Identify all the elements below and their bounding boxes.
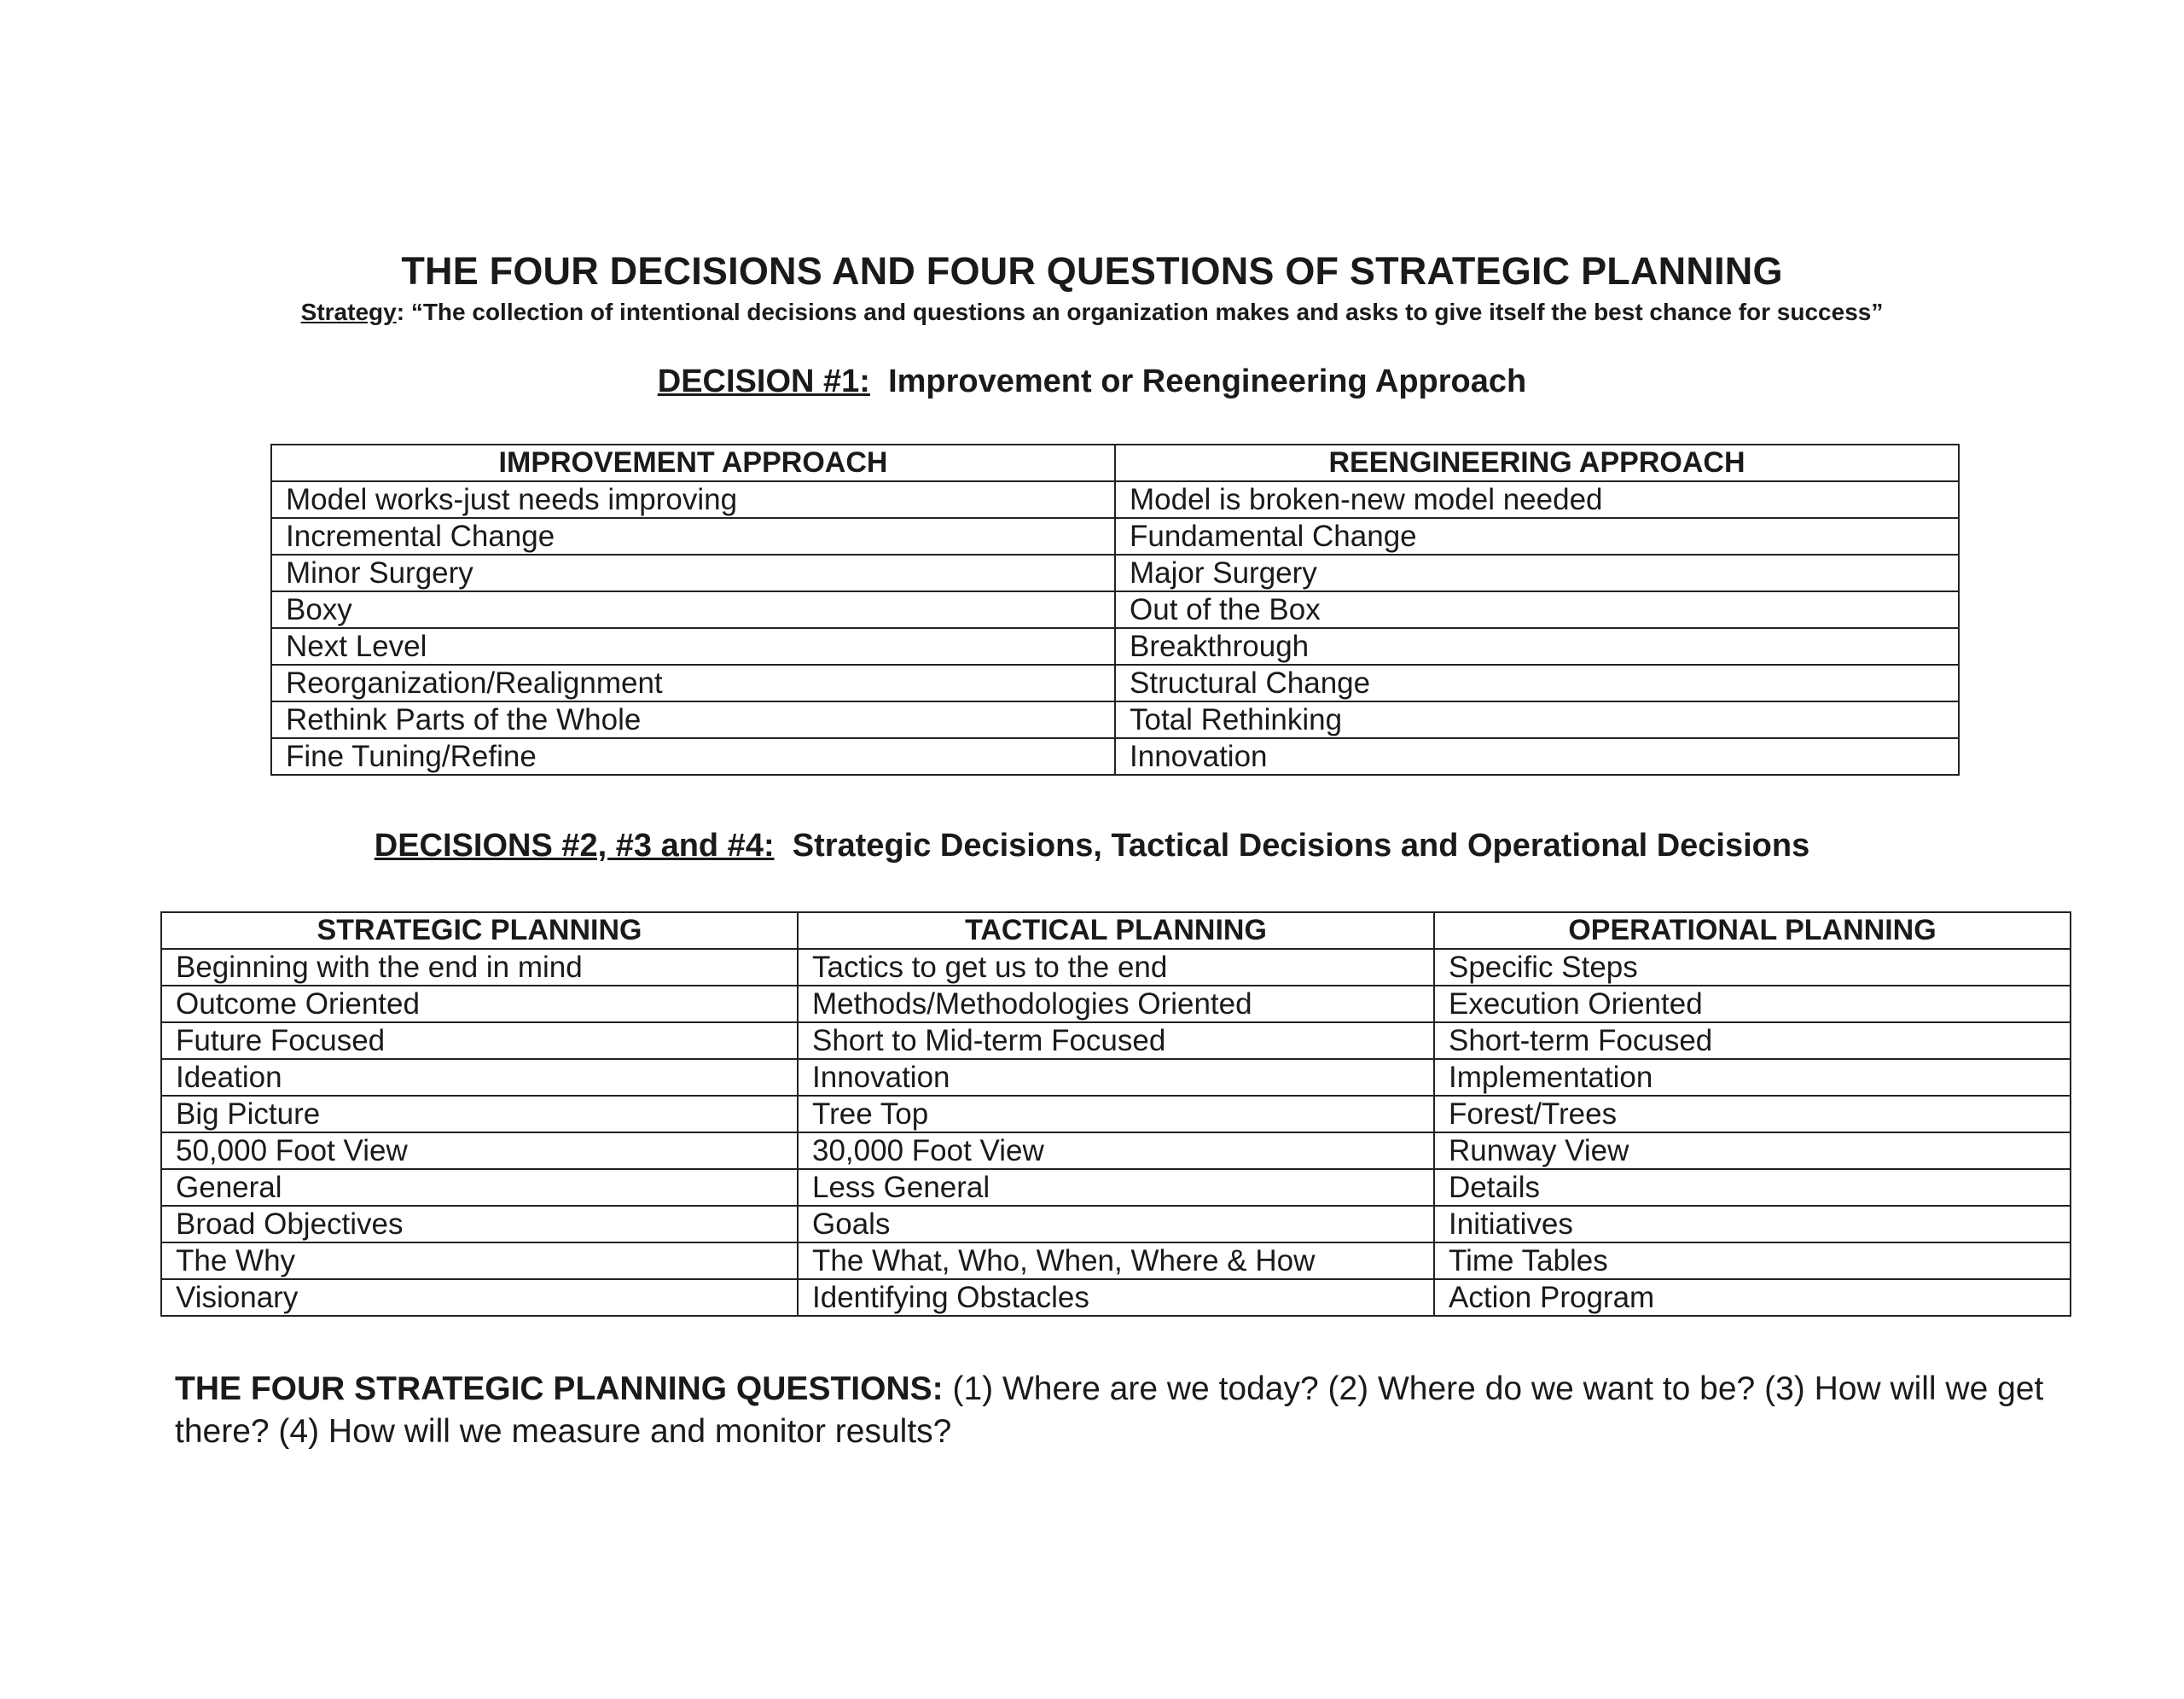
table-header-cell: IMPROVEMENT APPROACH — [271, 445, 1115, 481]
table-cell: Identifying Obstacles — [798, 1279, 1434, 1316]
decisions234-label: DECISIONS #2, #3 and #4: — [374, 828, 775, 864]
table-cell: Short-term Focused — [1434, 1022, 2071, 1059]
table-cell: Fine Tuning/Refine — [271, 738, 1115, 775]
table-cell: Fundamental Change — [1115, 518, 1959, 555]
decision1-text: Improvement or Reengineering Approach — [888, 364, 1527, 399]
table-row — [271, 628, 1959, 665]
table-cell: Future Focused — [161, 1022, 798, 1059]
table-row — [161, 1096, 2071, 1132]
planning-table — [160, 911, 2071, 1317]
table-row — [161, 949, 2071, 986]
table-header-cell: OPERATIONAL PLANNING — [1434, 912, 2071, 949]
table-header-cell: STRATEGIC PLANNING — [161, 912, 798, 949]
table-row — [161, 1279, 2071, 1316]
table-cell: Minor Surgery — [271, 555, 1115, 591]
decision1-label: DECISION #1: — [657, 364, 870, 399]
table-cell: Next Level — [271, 628, 1115, 665]
table-cell: Goals — [798, 1206, 1434, 1242]
table-cell: Model is broken-new model needed — [1115, 481, 1959, 518]
strategic-questions — [175, 1368, 2052, 1453]
table-cell: General — [161, 1169, 798, 1206]
approach-table — [270, 444, 1960, 776]
table-cell: Incremental Change — [271, 518, 1115, 555]
table-cell: Time Tables — [1434, 1242, 2071, 1279]
table-cell: Tree Top — [798, 1096, 1434, 1132]
table-cell: Visionary — [161, 1279, 798, 1316]
table-row — [271, 555, 1959, 591]
table-row — [161, 1206, 2071, 1242]
table-cell: Big Picture — [161, 1096, 798, 1132]
table-header-cell: TACTICAL PLANNING — [798, 912, 1434, 949]
table-header-row — [271, 445, 1959, 481]
table-cell: The What, Who, When, Where & How — [798, 1242, 1434, 1279]
table-cell: Specific Steps — [1434, 949, 2071, 986]
table-cell: Tactics to get us to the end — [798, 949, 1434, 986]
table-cell: Runway View — [1434, 1132, 2071, 1169]
table-cell: Ideation — [161, 1059, 798, 1096]
table-cell: Innovation — [798, 1059, 1434, 1096]
table-cell: Forest/Trees — [1434, 1096, 2071, 1132]
table-cell: Less General — [798, 1169, 1434, 1206]
strategy-definition — [0, 299, 2184, 326]
table-cell: Broad Objectives — [161, 1206, 798, 1242]
table-cell: Action Program — [1434, 1279, 2071, 1316]
table-row — [161, 1022, 2071, 1059]
table-cell: Outcome Oriented — [161, 986, 798, 1022]
questions-text: (1) Where are we today? (2) Where do we want to be? (3) How will we get there? (4) How will we measure and monitor results? — [175, 1370, 2044, 1450]
table-cell: Reorganization/Realignment — [271, 665, 1115, 701]
table-header-row — [161, 912, 2071, 949]
table-row — [161, 1059, 2071, 1096]
table-row — [161, 1169, 2071, 1206]
table-cell: Major Surgery — [1115, 555, 1959, 591]
table-row — [161, 1132, 2071, 1169]
table-cell: Short to Mid-term Focused — [798, 1022, 1434, 1059]
strategy-separator: : — [396, 299, 411, 325]
table-cell: Boxy — [271, 591, 1115, 628]
page-title: THE FOUR DECISIONS AND FOUR QUESTIONS OF STRATEGIC PLANNING — [401, 249, 1783, 293]
table-cell: Total Rethinking — [1115, 701, 1959, 738]
table-cell: Model works-just needs improving — [271, 481, 1115, 518]
table-row — [271, 591, 1959, 628]
table-cell: Breakthrough — [1115, 628, 1959, 665]
table-row — [271, 738, 1959, 775]
table-cell: Rethink Parts of the Whole — [271, 701, 1115, 738]
table-cell: Beginning with the end in mind — [161, 949, 798, 986]
questions-label: THE FOUR STRATEGIC PLANNING QUESTIONS: — [175, 1370, 944, 1407]
table-row — [161, 1242, 2071, 1279]
table-cell: Details — [1434, 1169, 2071, 1206]
decisions234-text: Strategic Decisions, Tactical Decisions and Operational Decisions — [792, 828, 1810, 864]
table-row — [271, 518, 1959, 555]
decision1-heading — [0, 364, 2184, 400]
table-cell: Innovation — [1115, 738, 1959, 775]
table-cell: Structural Change — [1115, 665, 1959, 701]
strategy-label: Strategy — [300, 299, 397, 325]
table-cell: Initiatives — [1434, 1206, 2071, 1242]
table-cell: Execution Oriented — [1434, 986, 2071, 1022]
table-row — [161, 986, 2071, 1022]
table-cell: Implementation — [1434, 1059, 2071, 1096]
table-cell: 30,000 Foot View — [798, 1132, 1434, 1169]
strategy-text: “The collection of intentional decisions and questions an organization makes and asks to give itself the best chance for success” — [410, 299, 1884, 325]
table-row — [271, 701, 1959, 738]
table-cell: Methods/Methodologies Oriented — [798, 986, 1434, 1022]
table-cell: The Why — [161, 1242, 798, 1279]
table-cell: Out of the Box — [1115, 591, 1959, 628]
decisions234-heading — [0, 828, 2184, 864]
table-header-cell: REENGINEERING APPROACH — [1115, 445, 1959, 481]
table-row — [271, 665, 1959, 701]
table-cell: 50,000 Foot View — [161, 1132, 798, 1169]
table-row — [271, 481, 1959, 518]
